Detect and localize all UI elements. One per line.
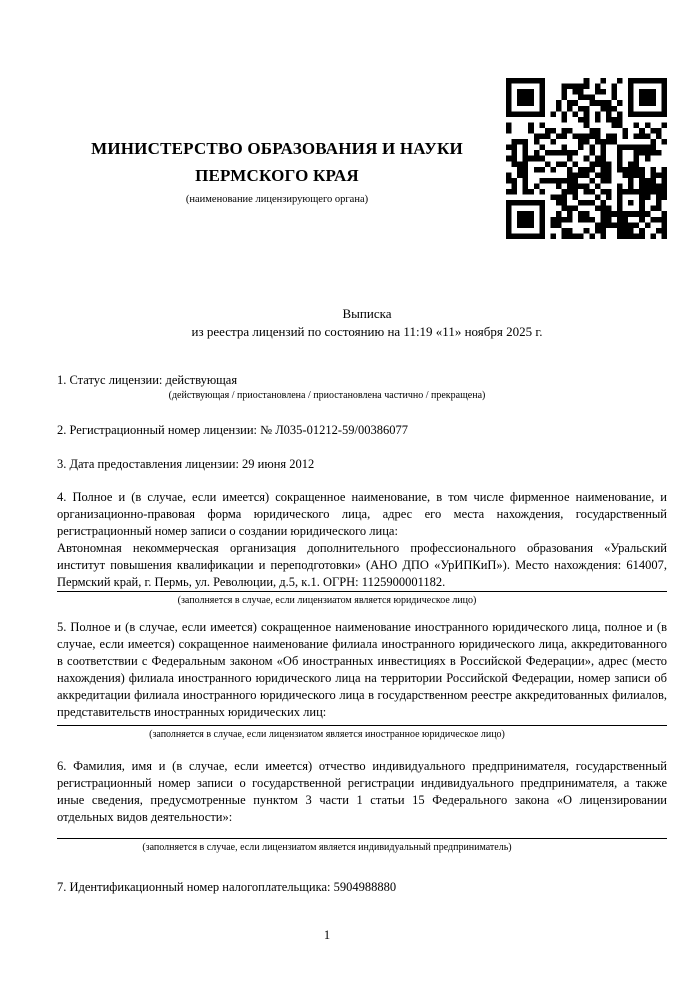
document-title-line1: Выписка [342,306,392,321]
item-license-grant-date: 3. Дата предоставления лицензии: 29 июня 2012 [57,457,315,471]
item-foreign-entity-caption: (заполняется в случае, если лицензиатом является иностранное юридическое лицо) [149,729,505,740]
ministry-name-line1: МИНИСТЕРСТВО ОБРАЗОВАНИЯ И НАУКИ [91,139,463,158]
item-license-status: 1. Статус лицензии: действующая [57,373,238,387]
document-header [57,78,667,240]
item-license-status-caption: (действующая / приостановлена / приостановлена частично / прекращена) [168,390,486,401]
licensing-authority-caption: (наименование лицензирующего органа) [185,194,369,205]
item-entrepreneur-heading: 6. Фамилия, имя и (в случае, если имеется) отчество индивидуального предпринимателя, государственный регистрационный номер записи о государственной регистрации индивидуального предпринимателя, а также иные сведения, предусмотренные пунктом 3 части 1 статьи 15 Федерального закона «О лицензировании отдельных видов деятельности»: [57,759,667,824]
item-taxpayer-number: 7. Идентификационный номер налогоплательщика: 5904988880 [57,880,397,894]
item-legal-entity-heading: 4. Полное и (в случае, если имеется) сокращенное наименование, в том числе фирменное наименование, и организационно-правовая форма юридического лица, адрес его места нахождения, государственный регистрационный номер записи о создании юридического лица: [57,490,667,538]
item-legal-entity-caption: (заполняется в случае, если лицензиатом является юридическое лицо) [177,595,477,606]
item-legal-entity-value: Автономная некоммерческая организация дополнительного профессионального образования «Уральский институт повышения квалификации и переподготовки» (АНО ДПО «УрИПКиП»). Место нахождения: 614007, Пермский край, г. Пермь, ул. Революции, д.5, к.1. ОГРН: 1125900001182. [57,541,667,589]
document-title-line2: из реестра лицензий по состоянию на 11:19 «11» ноября 2025 г. [191,323,543,339]
item-registration-number: 2. Регистрационный номер лицензии: № Л035-01212-59/00386077 [57,423,408,437]
document-content [57,78,667,896]
entrepreneur-fill-line [57,838,667,839]
ministry-name-line2: ПЕРМСКОГО КРАЯ [195,166,359,185]
item-entrepreneur-caption: (заполняется в случае, если лицензиатом является индивидуальный предприниматель) [142,842,512,853]
ministry-name [57,135,497,189]
licensing-authority-block [57,135,497,206]
document-title [57,305,667,340]
item-foreign-entity-heading: 5. Полное и (в случае, если имеется) сокращенное наименование иностранного юридического лица, полное и (в случае, если имеется) сокращенное наименование филиала иностранного юридического лица, аккредитованного в соответствии с Федеральным законом «Об иностранных инвестициях в Российской Федерации», адрес (место нахождения) филиала иностранного юридического лица на территории Российской Федерации, номер записи об аккредитации филиала иностранного юридического лица в государственном реестре аккредитованных филиалов, представительств иностранных юридических лиц: [57,620,667,719]
foreign-entity-fill-line [57,725,667,726]
legal-entity-fill-line [57,591,667,592]
page-number: 1 [323,928,331,942]
qr-code-icon [506,78,667,239]
